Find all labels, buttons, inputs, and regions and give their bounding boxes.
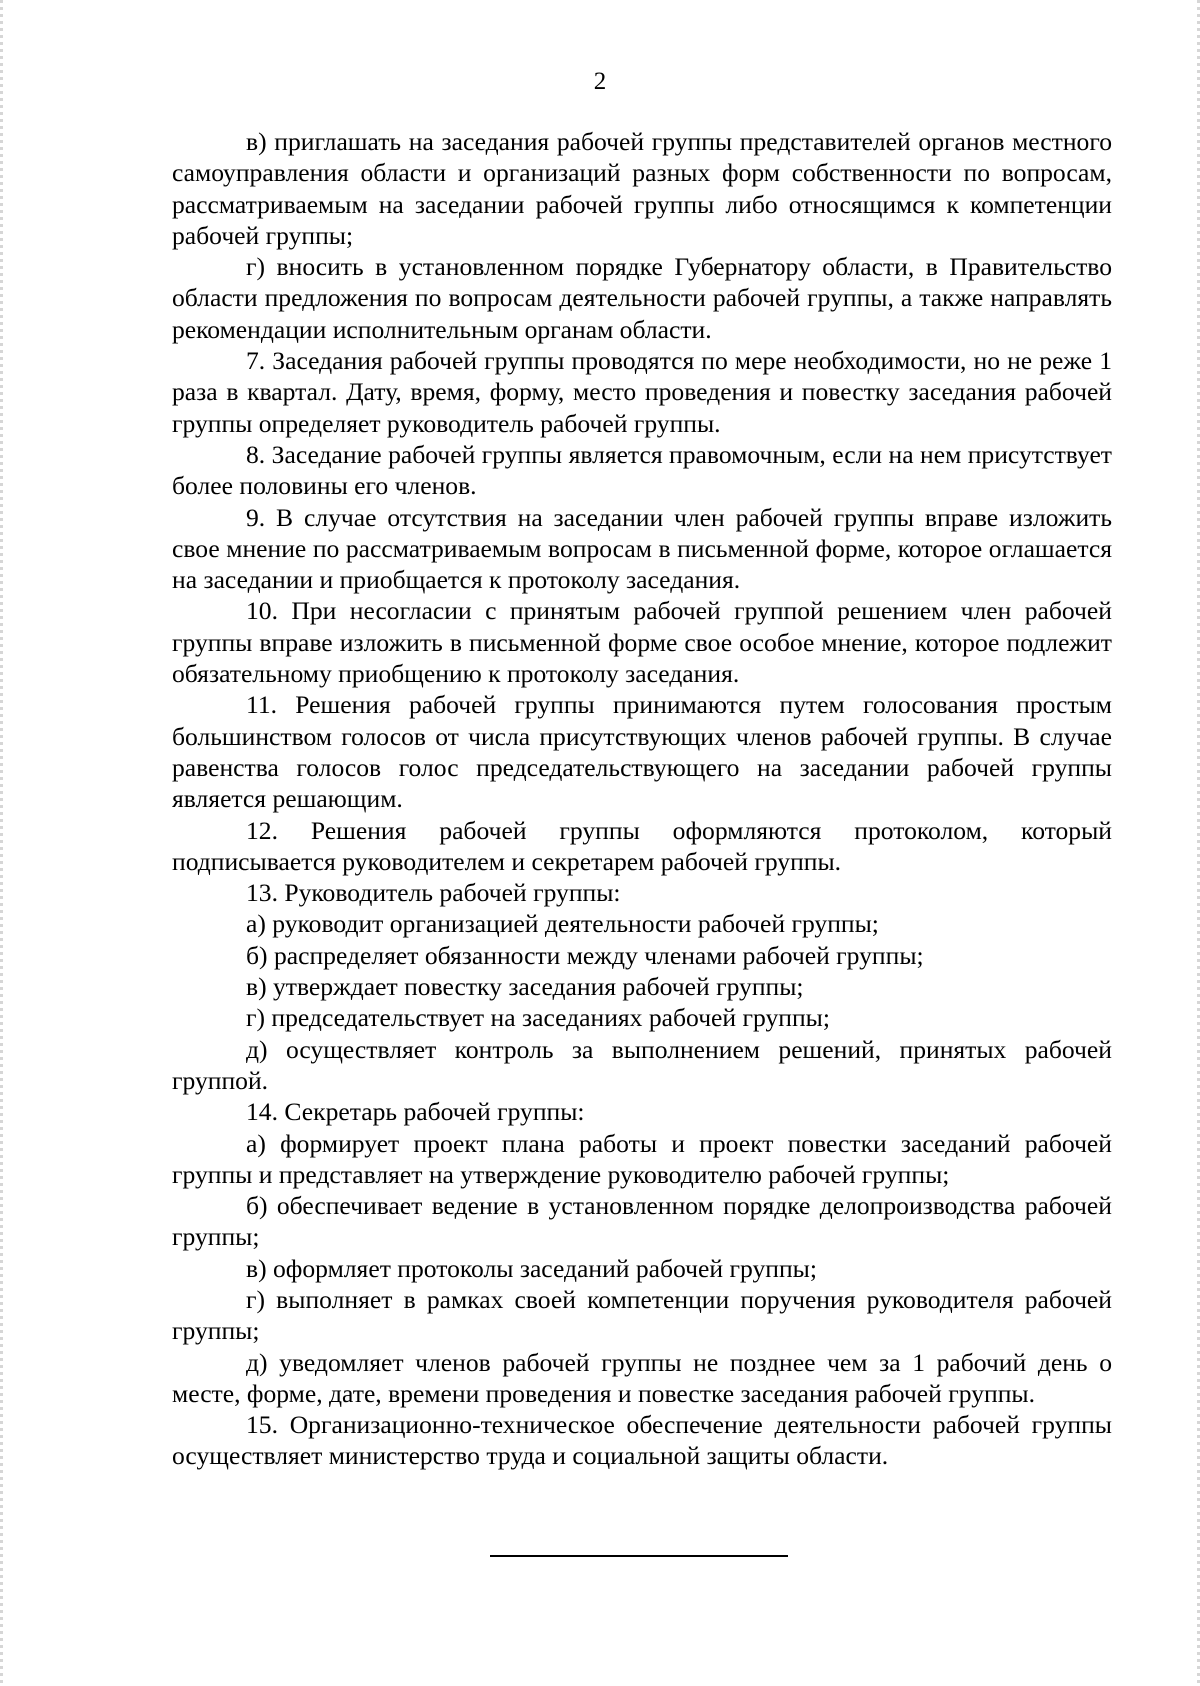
- paragraph-item-11: 11. Решения рабочей группы принимаются путем голосования простым большинством голосов от числа присутствующих членов рабочей группы. В случае равенства голосов голос председательствующего на заседании рабочей группы является решающим.: [172, 690, 1112, 814]
- paragraph-item-14-v: в) оформляет протоколы заседаний рабочей группы;: [246, 1253, 817, 1283]
- paragraph-item-14-a: а) формирует проект плана работы и проект повестки заседаний рабочей группы и представляет на утверждение руководителю рабочей группы;: [172, 1128, 1112, 1189]
- paragraph-item-13-g: г) председательствует на заседаниях рабочей группы;: [246, 1003, 830, 1033]
- paragraph-invite-representatives: в) приглашать на заседания рабочей группы представителей органов местного самоуправления области и организаций разных форм собственности по вопросам, рассматриваемым на заседании рабочей группы либо относящимся к компетенции рабочей группы;: [172, 127, 1112, 250]
- paragraph-item-13-heading: 13. Руководитель рабочей группы:: [246, 878, 621, 908]
- paragraph-item-7: 7. Заседания рабочей группы проводятся по мере необходимости, но не реже 1 раза в квартал. Дату, время, форму, место проведения и повестку заседания рабочей группы определяет руководитель рабочей группы.: [172, 346, 1112, 438]
- paragraph-item-13-v: в) утверждает повестку заседания рабочей группы;: [246, 972, 804, 1002]
- paragraph-item-14-heading: 14. Секретарь рабочей группы:: [246, 1097, 585, 1127]
- paragraph-item-13-b: б) распределяет обязанности между членами рабочей группы;: [246, 940, 924, 970]
- paragraph-submit-proposals: г) вносить в установленном порядке Губернатору области, в Правительство области предложения по вопросам деятельности рабочей группы, а также направлять рекомендации исполнительным органам области.: [172, 252, 1112, 344]
- paragraph-item-13-a: а) руководит организацией деятельности рабочей группы;: [246, 909, 879, 939]
- paragraph-item-14-b: б) обеспечивает ведение в установленном порядке делопроизводства рабочей группы;: [172, 1191, 1112, 1252]
- paragraph-item-12: 12. Решения рабочей группы оформляются протоколом, который подписывается руководителем и секретарем рабочей группы.: [172, 815, 1112, 876]
- document-body: [172, 126, 1112, 1472]
- paragraph-item-9: 9. В случае отсутствия на заседании член рабочей группы вправе изложить свое мнение по рассматриваемым вопросам в письменной форме, которое оглашается на заседании и приобщается к протоколу заседания.: [172, 502, 1112, 595]
- page-edge-left: [0, 0, 3, 1686]
- paragraph-item-13-d: д) осуществляет контроль за выполнением решений, принятых рабочей группой.: [172, 1034, 1112, 1095]
- paragraph-item-15: 15. Организационно-техническое обеспечение деятельности рабочей группы осуществляет министерство труда и социальной защиты области.: [172, 1410, 1112, 1471]
- paragraph-item-8: 8. Заседание рабочей группы является правомочным, если на нем присутствует более половины его членов.: [172, 439, 1112, 501]
- end-separator-line: [490, 1555, 788, 1557]
- paragraph-item-14-d: д) уведомляет членов рабочей группы не позднее чем за 1 рабочий день о месте, форме, дате, времени проведения и повестке заседания рабочей группы.: [172, 1347, 1112, 1408]
- paragraph-item-14-g: г) выполняет в рамках своей компетенции поручения руководителя рабочей группы;: [172, 1284, 1112, 1346]
- page-number: 2: [593, 68, 607, 95]
- paragraph-item-10: 10. При несогласии с принятым рабочей группой решением член рабочей группы вправе изложить в письменной форме свое особое мнение, которое подлежит обязательному приобщению к протоколу заседания.: [172, 596, 1112, 689]
